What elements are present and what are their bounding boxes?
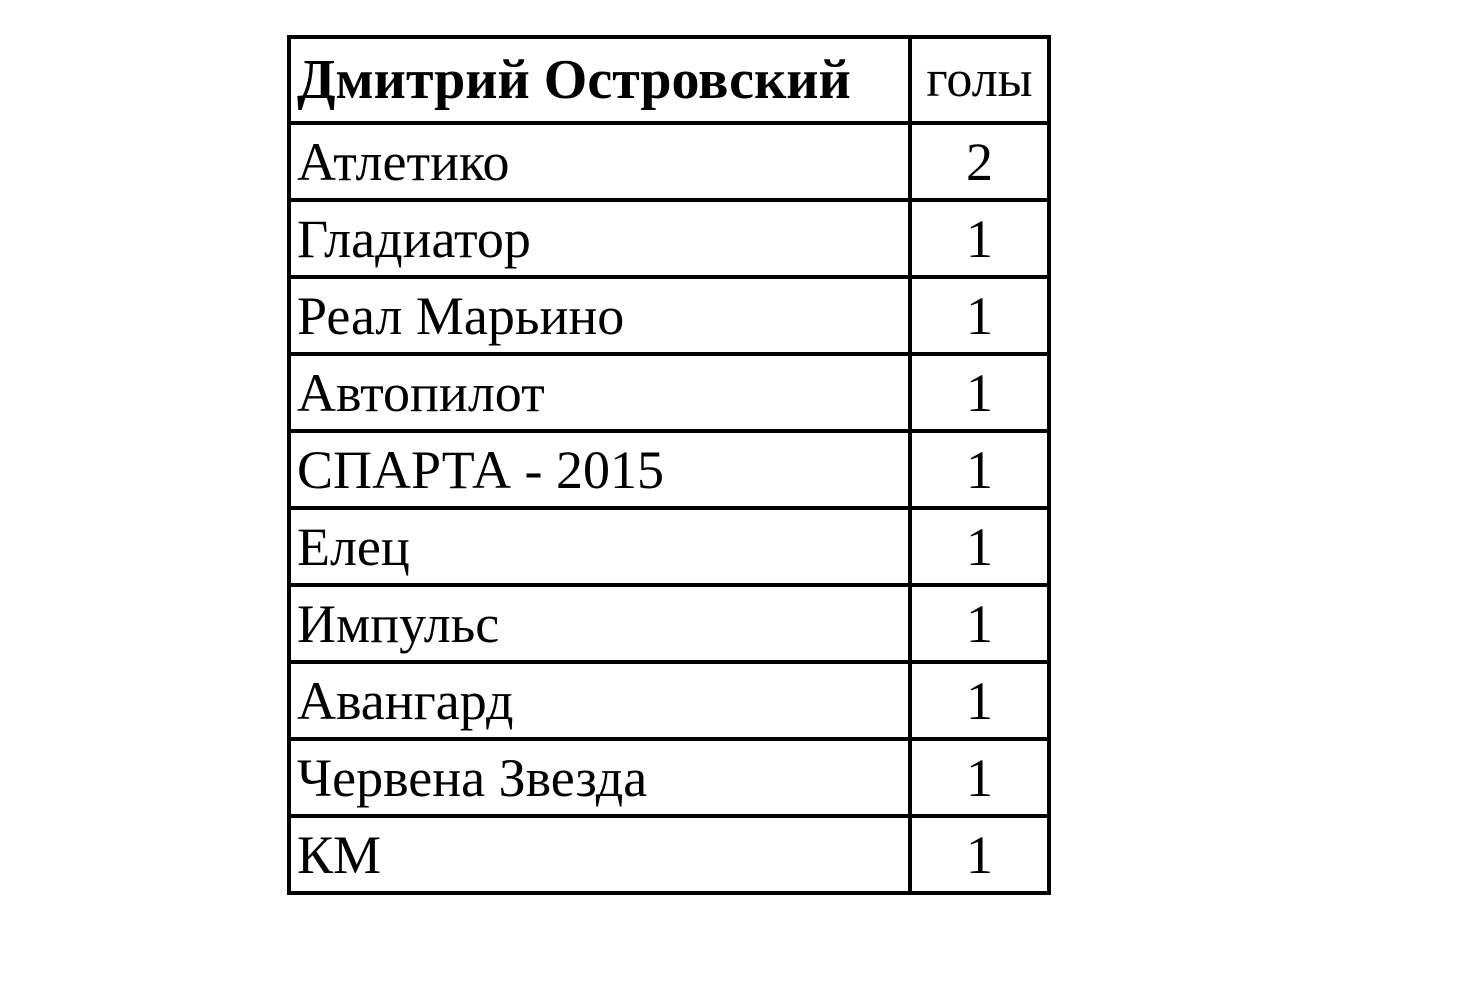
goals-cell: 1	[910, 277, 1049, 354]
goals-cell: 1	[910, 816, 1049, 893]
table-row	[289, 277, 1049, 354]
team-cell: Червена Звезда	[289, 739, 910, 816]
table-row	[289, 200, 1049, 277]
table-row	[289, 585, 1049, 662]
player-name-header: Дмитрий Островский	[289, 37, 910, 123]
goals-cell: 2	[910, 123, 1049, 200]
goals-cell: 1	[910, 662, 1049, 739]
table-row	[289, 816, 1049, 893]
table-row	[289, 662, 1049, 739]
team-cell: Елец	[289, 508, 910, 585]
table-row	[289, 431, 1049, 508]
table-row	[289, 508, 1049, 585]
team-cell: Авангард	[289, 662, 910, 739]
goals-cell: 1	[910, 585, 1049, 662]
goals-header: голы	[910, 37, 1049, 123]
table-row	[289, 123, 1049, 200]
goals-cell: 1	[910, 739, 1049, 816]
team-cell: Атлетико	[289, 123, 910, 200]
goals-table	[287, 35, 1051, 895]
team-cell: Импульс	[289, 585, 910, 662]
goals-cell: 1	[910, 200, 1049, 277]
table-header-row	[289, 37, 1049, 123]
team-cell: Гладиатор	[289, 200, 910, 277]
team-cell: КМ	[289, 816, 910, 893]
team-cell: Автопилот	[289, 354, 910, 431]
team-cell: Реал Марьино	[289, 277, 910, 354]
table-row	[289, 354, 1049, 431]
goals-cell: 1	[910, 508, 1049, 585]
goals-cell: 1	[910, 431, 1049, 508]
table-row	[289, 739, 1049, 816]
team-cell: СПАРТА - 2015	[289, 431, 910, 508]
goals-cell: 1	[910, 354, 1049, 431]
